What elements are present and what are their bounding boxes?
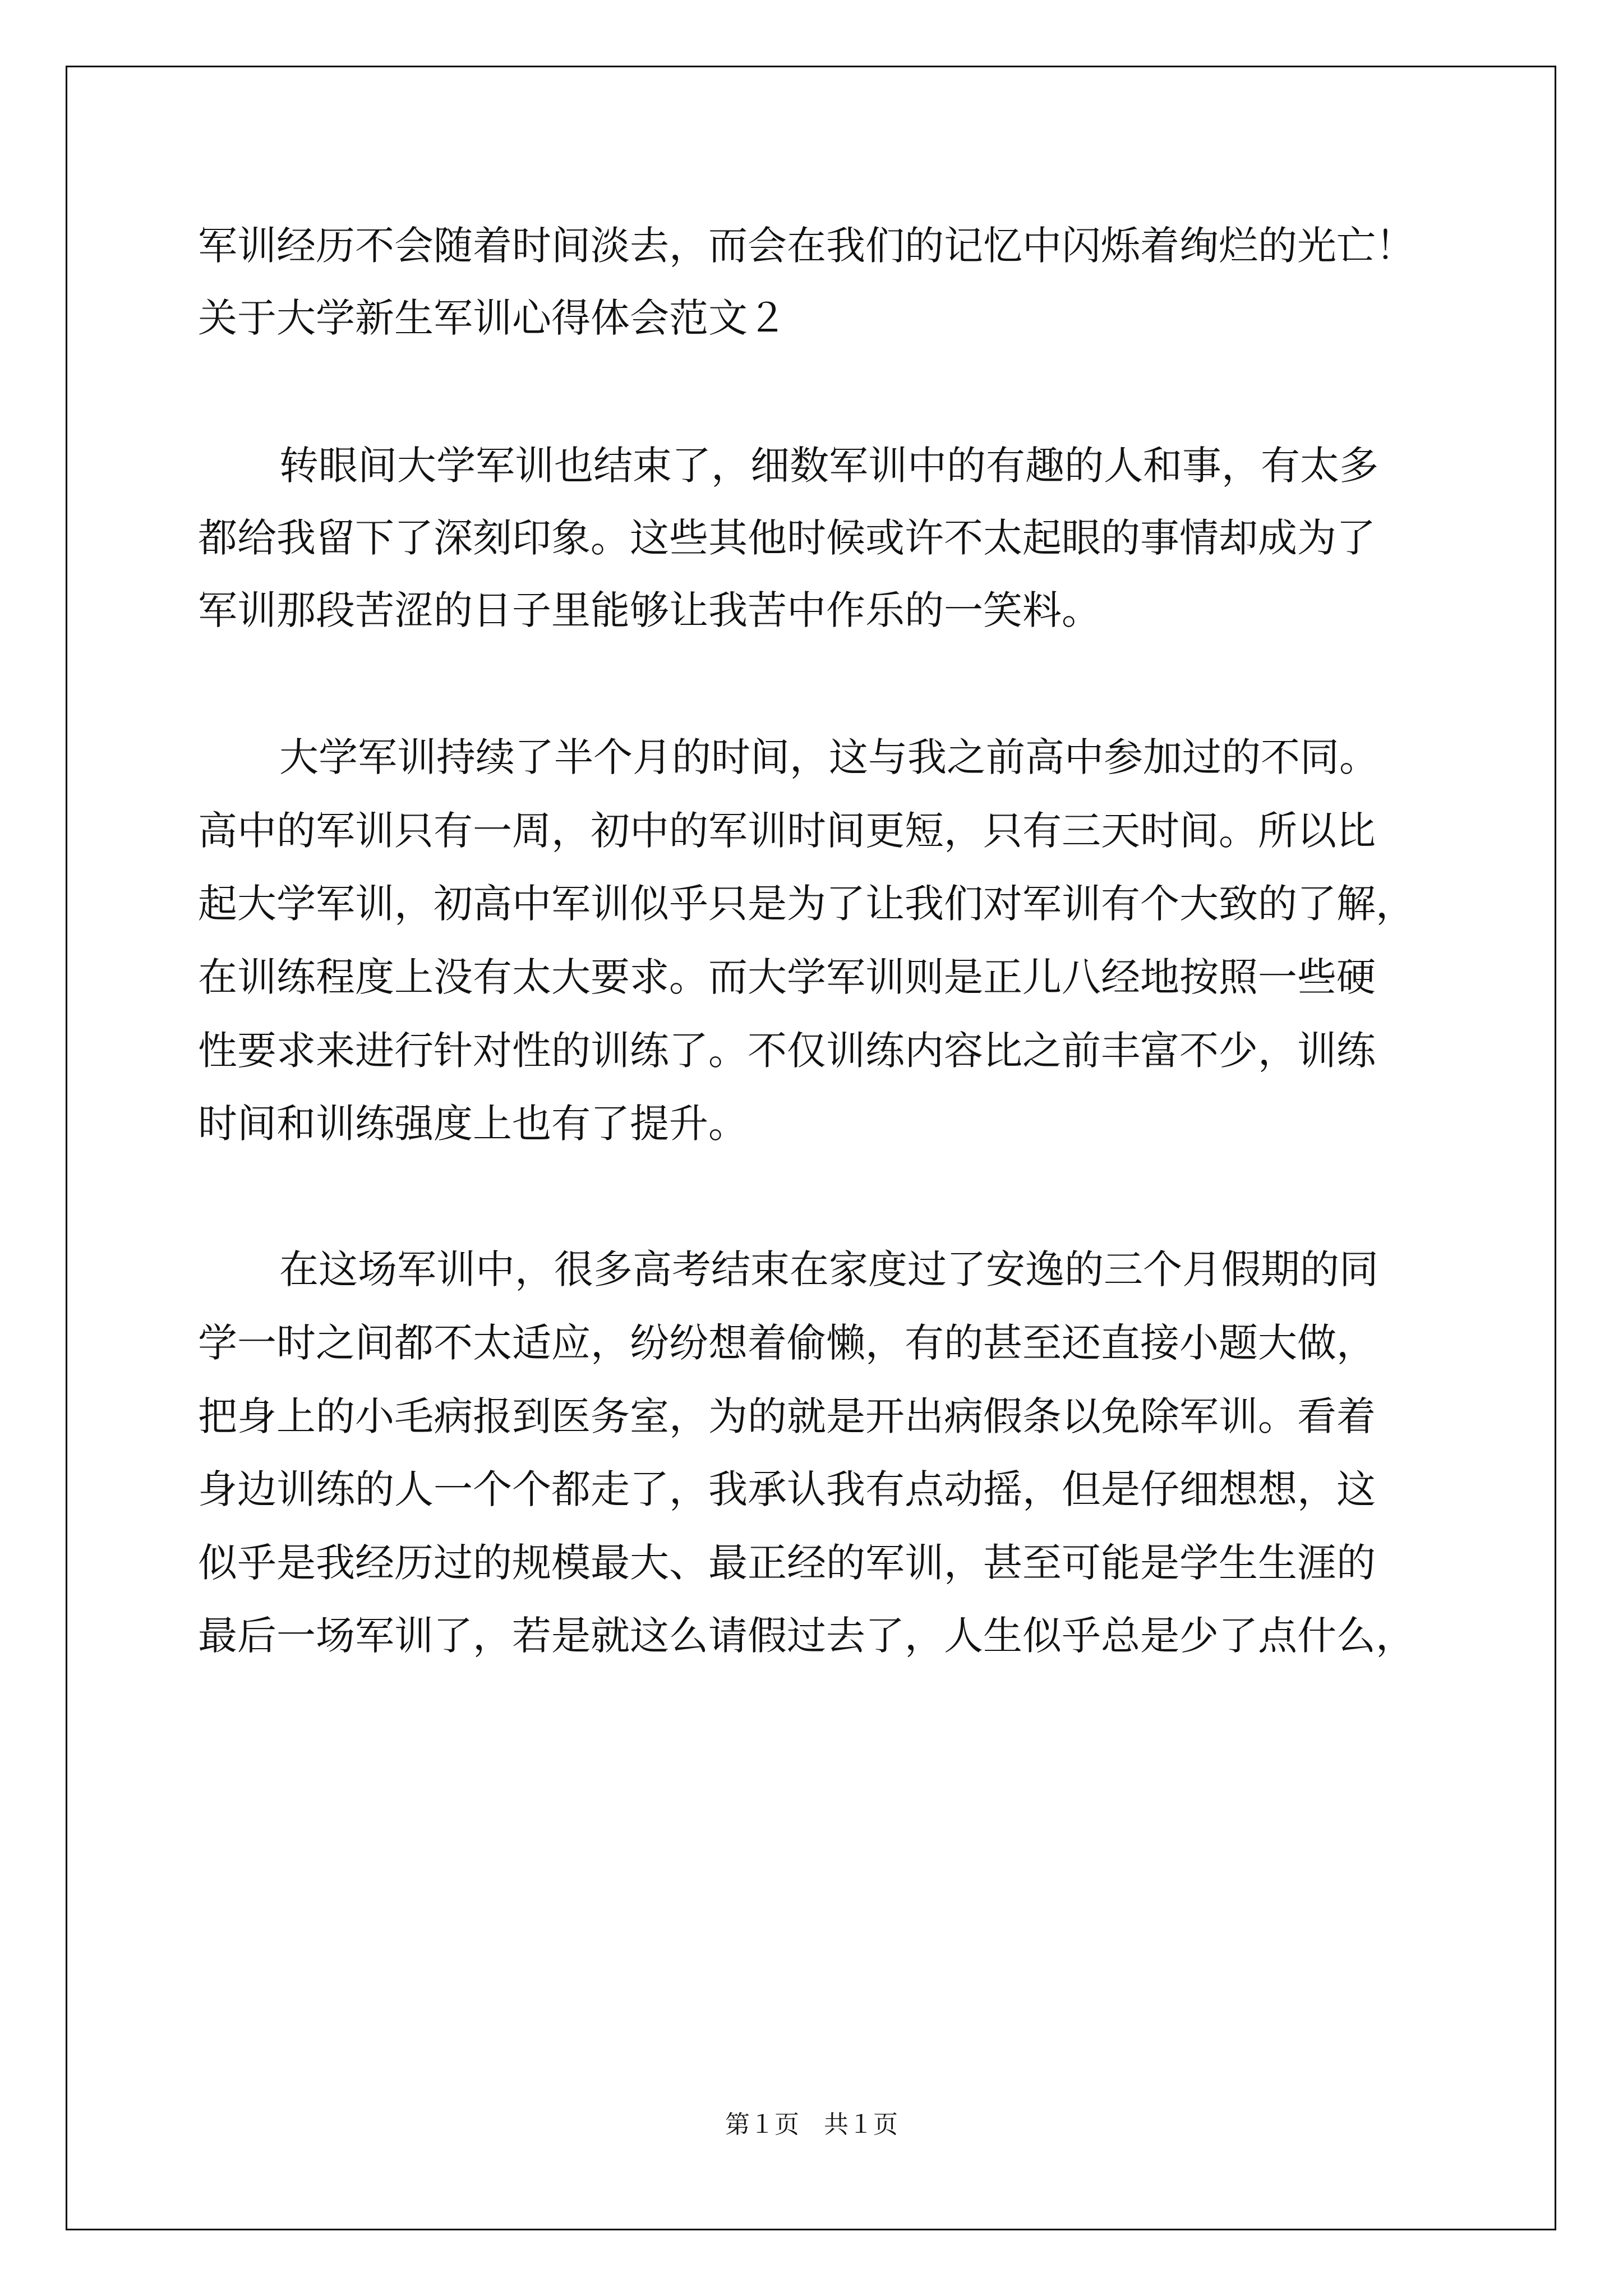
page-border	[66, 66, 1556, 2230]
paragraph-1-line-1: 转眼间大学军训也结束了，细数军训中的有趣的人和事，有太多	[279, 443, 1378, 489]
paragraph-3-line-6: 最后一场军训了，若是就这么请假过去了，人生似乎总是少了点什么，	[198, 1613, 1415, 1659]
page-footer: 第１页 共１页	[725, 2110, 898, 2139]
paragraph-2-line-3: 起大学军训，初高中军训似乎只是为了让我们对军训有个大致的了解，	[198, 881, 1415, 927]
paragraph-3-line-2: 学一时之间都不太适应，纷纷想着偷懒，有的甚至还直接小题大做，	[198, 1320, 1376, 1366]
paragraph-2-line-4: 在训练程度上没有太大要求。而大学军训则是正儿八经地按照一些硬	[198, 954, 1376, 1000]
paragraph-3-line-1: 在这场军训中，很多高考结束在家度过了安逸的三个月假期的同	[279, 1246, 1378, 1292]
paragraph-2-line-1: 大学军训持续了半个月的时间，这与我之前高中参加过的不同。	[279, 734, 1378, 780]
paragraph-1-line-3: 军训那段苦涩的日子里能够让我苦中作乐的一笑料。	[198, 587, 1101, 633]
paragraph-3-line-3: 把身上的小毛病报到医务室，为的就是开出病假条以免除军训。看着	[198, 1393, 1376, 1439]
text-line-1: 军训经历不会随着时间淡去，而会在我们的记忆中闪烁着绚烂的光亡！	[198, 223, 1415, 269]
section-title: 关于大学新生军训心得体会范文２	[198, 295, 787, 341]
paragraph-1-line-2: 都给我留下了深刻印象。这些其他时候或许不太起眼的事情却成为了	[198, 515, 1376, 561]
paragraph-2-line-2: 高中的军训只有一周，初中的军训时间更短，只有三天时间。所以比	[198, 808, 1376, 854]
paragraph-3-line-4: 身边训练的人一个个都走了，我承认我有点动摇，但是仔细想想，这	[198, 1466, 1376, 1512]
paragraph-2-line-5: 性要求来进行针对性的训练了。不仅训练内容比之前丰富不少，训练	[198, 1028, 1376, 1074]
paragraph-2-line-6: 时间和训练强度上也有了提升。	[198, 1101, 748, 1147]
paragraph-3-line-5: 似乎是我经历过的规模最大、最正经的军训，甚至可能是学生生涯的	[198, 1540, 1376, 1586]
